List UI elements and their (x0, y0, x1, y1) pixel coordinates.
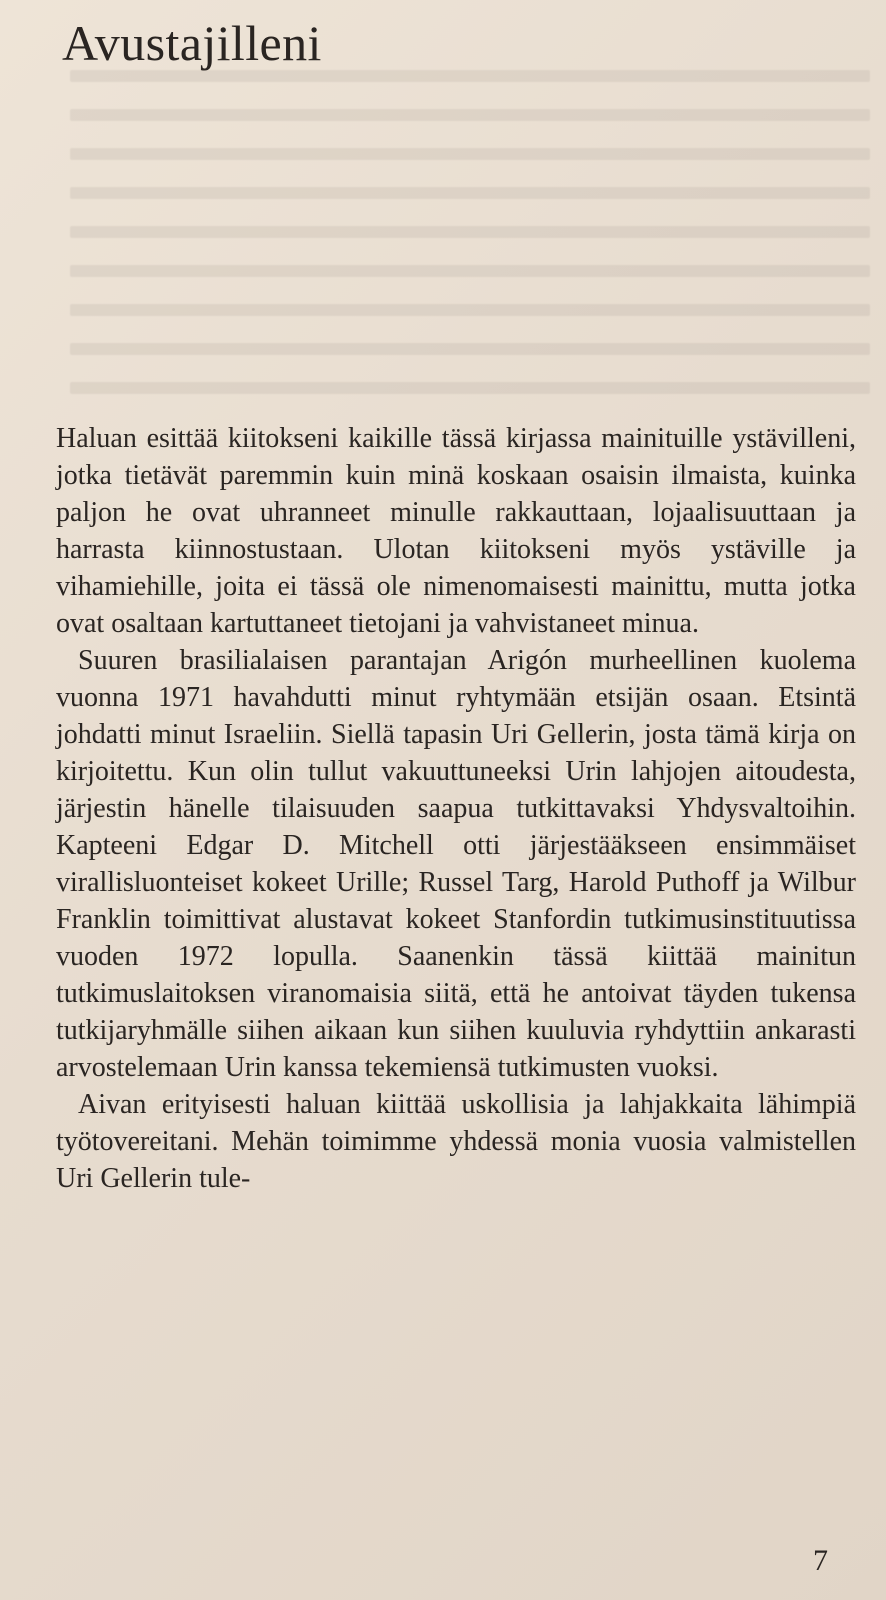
paragraph-2: Suuren brasilialaisen parantajan Arigón murheellinen kuolema vuonna 1971 havahdutti minut ryhtymään etsijän osaan. Etsintä johdatti minut Israeliin. Siellä tapasin Uri Gellerin, josta tämä kirja on kirjoitettu. Kun olin tullut vakuuttuneeksi Urin lahjojen aitoudesta, järjestin hänelle tilaisuuden saapua tutkittavaksi Yhdysvaltoihin. Kapteeni Edgar D. Mitchell otti järjestääkseen ensimmäiset virallisluonteiset kokeet Urille; Russel Targ, Harold Puthoff ja Wilbur Franklin toimittivat alustavat kokeet Stanfordin tutkimusinstituutissa vuoden 1972 lopulla. Saanenkin tässä kiittää mainitun tutkimuslaitoksen viranomaisia siitä, että he antoivat täyden tukensa tutkijaryhmälle siihen aikaan kun siihen kuuluvia ryhdyttiin ankarasti arvostelemaan Urin kanssa tekemiensä tutkimusten vuoksi. (56, 645, 856, 1083)
body-text (56, 420, 856, 1197)
paragraph-3: Aivan erityisesti haluan kiittää uskollisia ja lahjakkaita lähimpiä työtovereitani. Mehän toimimme yhdessä monia vuosia valmistellen Uri Gellerin tule- (56, 1089, 856, 1194)
page-number: 7 (813, 1544, 828, 1577)
paragraph-1: Haluan esittää kiitokseni kaikille tässä kirjassa mainituille ystävilleni, jotka tietävät paremmin kuin minä koskaan osaisin ilmaista, kuinka paljon he ovat uhranneet minulle rakkauttaan, lojaalisuuttaan ja harrasta kiinnostustaan. Ulotan kiitokseni myös ystäville ja vihamiehille, joita ei tässä ole nimenomaisesti mainittu, mutta jotka ovat osaltaan kartuttaneet tietojani ja vahvistaneet minua. (56, 423, 856, 639)
page-title: Avustajilleni (62, 15, 322, 71)
show-through-text (70, 70, 870, 430)
